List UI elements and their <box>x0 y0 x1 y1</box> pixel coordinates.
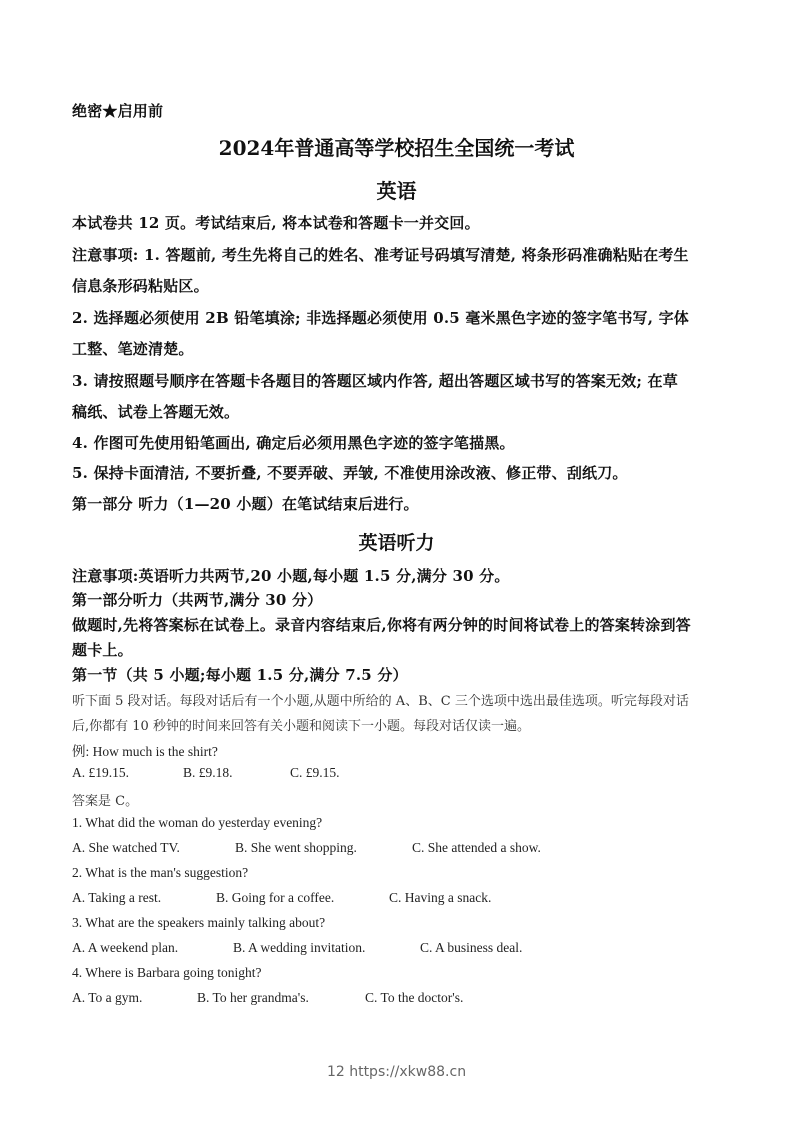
section1-directions-line2: 后,你都有 10 秒钟的时间来回答有关小题和阅读下一小题。每段对话仅读一遍。 <box>72 719 530 734</box>
question-4: 4. Where is Barbara going tonight? <box>72 965 262 980</box>
question-3-option-b: B. A wedding invitation. <box>233 940 366 955</box>
example-option-c: C. £9.15. <box>290 765 340 780</box>
section1-directions-line1: 听下面 5 段对话。每段对话后有一个小题,从题中所给的 A、B、C 三个选项中选出最佳选项。听完每段对话 <box>72 694 689 709</box>
question-2: 2. What is the man's suggestion? <box>72 865 249 880</box>
listening-part-heading: 第一部分听力（共两节,满分 30 分） <box>72 591 323 609</box>
exam-title: 2024年普通高等学校招生全国统一考试 <box>218 136 575 160</box>
listening-title: 英语听力 <box>358 532 435 554</box>
question-1-option-b: B. She went shopping. <box>235 840 357 855</box>
subject-title: 英语 <box>376 179 417 203</box>
question-2-option-c: C. Having a snack. <box>389 890 492 905</box>
example-option-b: B. £9.18. <box>183 765 233 780</box>
notice-5: 5. 保持卡面清洁, 不要折叠, 不要弄破、弄皱, 不准使用涂改液、修正带、刮纸刀。 <box>72 464 628 482</box>
example-answer: 答案是 C。 <box>72 794 139 809</box>
question-4-option-b: B. To her grandma's. <box>197 990 309 1005</box>
part1-note: 第一部分 听力（1—20 小题）在笔试结束后进行。 <box>72 495 419 513</box>
page-note: 本试卷共 12 页。考试结束后, 将本试卷和答题卡一并交回。 <box>72 214 480 232</box>
question-1: 1. What did the woman do yesterday evening? <box>72 815 323 830</box>
section1-heading: 第一节（共 5 小题;每小题 1.5 分,满分 7.5 分） <box>72 666 408 684</box>
question-4-option-c: C. To the doctor's. <box>365 990 464 1005</box>
question-3-option-c: C. A business deal. <box>420 940 523 955</box>
notice-3-line1: 3. 请按照题号顺序在答题卡各题目的答题区域内作答, 超出答题区域书写的答案无效; 在草 <box>72 372 678 390</box>
question-1-option-a: A. She watched TV. <box>72 840 180 855</box>
notice-2-line1: 2. 选择题必须使用 2B 铅笔填涂; 非选择题必须使用 0.5 毫米黑色字迹的签字笔书写, 字体 <box>72 309 689 327</box>
notice-1-line2: 信息条形码粘贴区。 <box>72 277 209 295</box>
question-3-option-a: A. A weekend plan. <box>72 940 179 955</box>
question-2-option-b: B. Going for a coffee. <box>216 890 335 905</box>
listening-directions-line1: 做题时,先将答案标在试卷上。录音内容结束后,你将有两分钟的时间将试卷上的答案转涂到答 <box>72 616 691 634</box>
notice-4: 4. 作图可先使用铅笔画出, 确定后必须用黑色字迹的签字笔描黑。 <box>72 434 515 452</box>
listening-notice: 注意事项:英语听力共两节,20 小题,每小题 1.5 分,满分 30 分。 <box>72 567 510 585</box>
question-2-option-a: A. Taking a rest. <box>72 890 162 905</box>
notice-1-line1: 注意事项: 1. 答题前, 考生先将自己的姓名、准考证号码填写清楚, 将条形码准确粘贴在考生 <box>72 246 689 264</box>
page-footer: 12 https://xkw88.cn <box>326 1064 467 1080</box>
question-3: 3. What are the speakers mainly talking about? <box>72 915 326 930</box>
listening-directions-line2: 题卡上。 <box>72 641 133 659</box>
confidential-label: 绝密★启用前 <box>72 102 164 120</box>
question-4-option-a: A. To a gym. <box>72 990 143 1005</box>
notice-3-line2: 稿纸、试卷上答题无效。 <box>72 403 240 421</box>
notice-2-line2: 工整、笔迹清楚。 <box>72 340 194 358</box>
example-question: 例: How much is the shirt? <box>72 744 218 759</box>
question-1-option-c: C. She attended a show. <box>412 840 541 855</box>
example-option-a: A. £19.15. <box>72 765 129 780</box>
